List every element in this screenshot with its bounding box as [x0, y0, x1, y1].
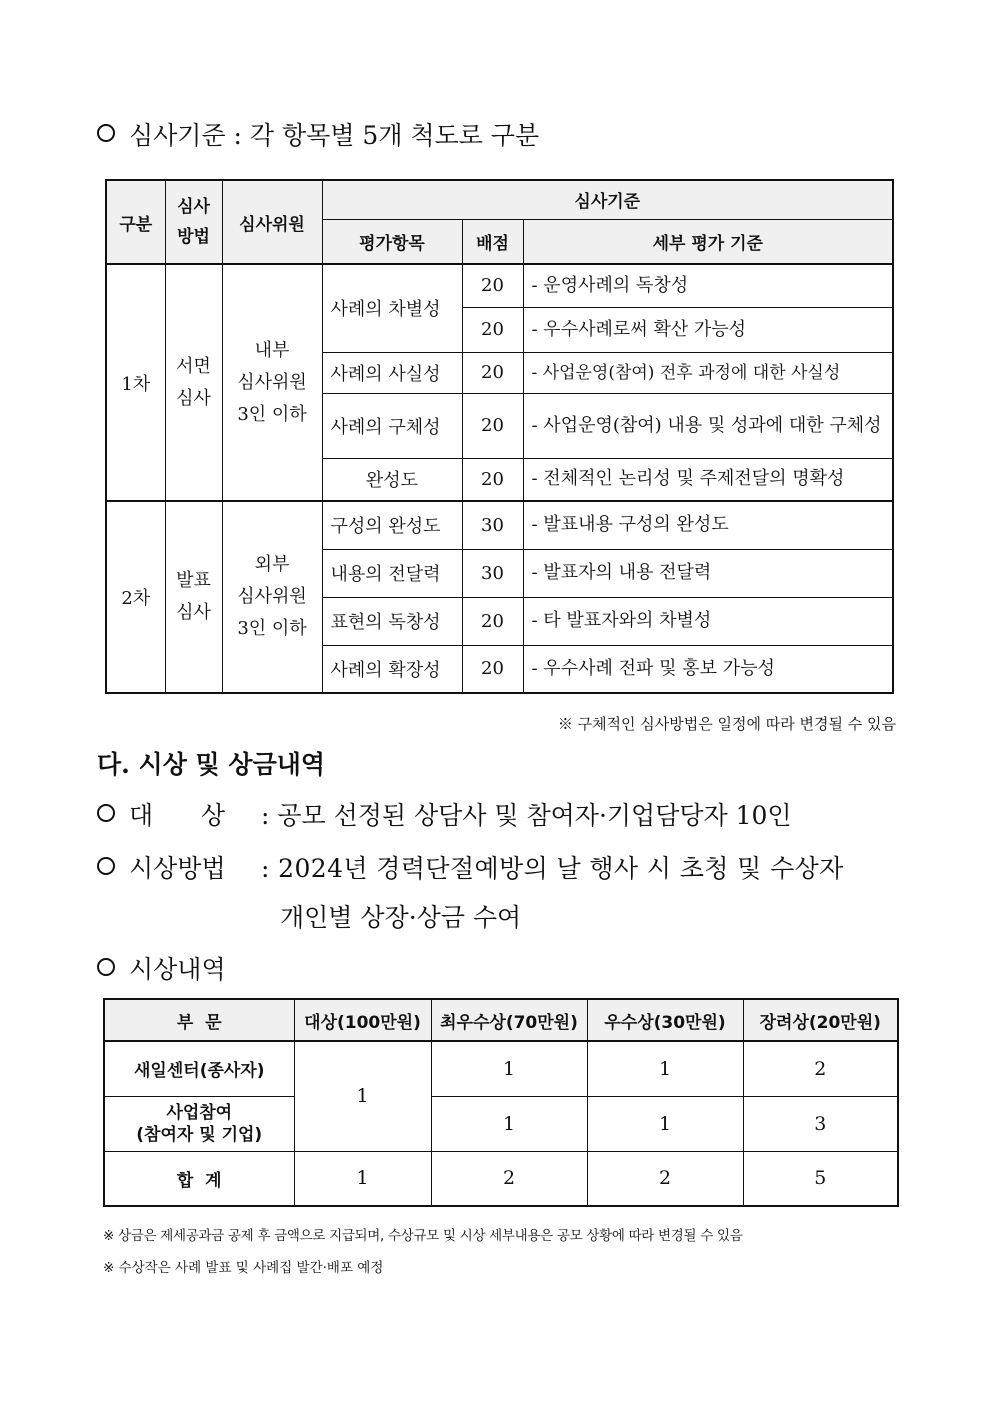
header-criteria: 심사기준 [322, 180, 893, 219]
table-row [106, 264, 893, 307]
review-table-note: ※ 구체적인 심사방법은 일정에 따라 변경될 수 있음 [557, 715, 896, 733]
award-details-heading [97, 950, 226, 986]
eval-item: 표현의 독창성 [322, 597, 462, 645]
stage-division: 1차 [106, 264, 165, 501]
eval-score: 20 [462, 307, 523, 352]
award-method [97, 849, 844, 885]
eval-detail: - 발표내용 구성의 완성도 [523, 501, 893, 549]
eval-detail: - 우수사례 전파 및 홍보 가능성 [523, 645, 893, 693]
row-label-line: (참여자 및 기업) [136, 1124, 263, 1145]
header-detail: 세부 평가 기준 [523, 219, 893, 264]
stage-committee [222, 501, 322, 693]
committee-line: 3인 이하 [237, 403, 307, 425]
table-row [106, 501, 893, 549]
cell-excellence: 2 [587, 1151, 743, 1206]
cell-excellence: 1 [587, 1096, 743, 1151]
table-row [104, 1041, 898, 1096]
stage-method-line: 발표 [176, 570, 211, 591]
criteria-heading [97, 116, 539, 152]
row-label-line: 사업참여 [166, 1102, 233, 1123]
eval-detail: - 우수사례로써 확산 가능성 [523, 307, 893, 352]
header-committee: 심사위원 [222, 180, 322, 264]
table-row [104, 1151, 898, 1206]
row-label: 새일센터(종사자) [104, 1041, 294, 1096]
cell-encouragement: 2 [743, 1041, 898, 1096]
eval-detail: - 전체적인 논리성 및 주제전달의 명확성 [523, 458, 893, 501]
circle-bullet-icon [97, 958, 115, 976]
review-criteria-table [105, 179, 894, 694]
header-excellence: 우수상(30만원) [587, 999, 743, 1041]
stage-division: 2차 [106, 501, 165, 693]
eval-score: 20 [462, 352, 523, 393]
row-label [104, 1096, 294, 1151]
circle-bullet-icon [97, 857, 115, 875]
cell-top-excellence: 1 [431, 1041, 587, 1096]
award-table [103, 998, 899, 1207]
eval-detail: - 사업운영(참여) 내용 및 성과에 대한 구체성 [523, 393, 893, 458]
committee-line: 3인 이하 [237, 618, 307, 639]
criteria-heading-text: 심사기준 : 각 항목별 5개 척도로 구분 [129, 121, 540, 150]
award-method-label: 시상방법 [129, 854, 226, 883]
footnote: ※ 수상작은 사례 발표 및 사례집 발간·배포 예정 [103, 1260, 384, 1276]
header-category: 부 문 [104, 999, 294, 1041]
eval-score: 30 [462, 549, 523, 597]
cell-encouragement: 5 [743, 1151, 898, 1206]
header-method-line: 방법 [177, 227, 210, 247]
eval-score: 20 [462, 264, 523, 307]
stage-committee [222, 264, 322, 501]
committee-line: 외부 [254, 554, 290, 575]
eval-score: 20 [462, 645, 523, 693]
footnote: ※ 상금은 제세공과금 공제 후 금액으로 지급되며, 수상규모 및 시상 세부내용은 공모 상황에 따라 변경될 수 있음 [103, 1228, 743, 1244]
eval-score: 20 [462, 393, 523, 458]
award-target [97, 796, 792, 832]
eval-item: 내용의 전달력 [322, 549, 462, 597]
award-details-label: 시상내역 [129, 955, 226, 984]
stage-method-line: 서면 [176, 355, 211, 377]
cell-excellence: 1 [587, 1041, 743, 1096]
header-score: 배점 [462, 219, 523, 264]
header-division: 구분 [106, 180, 165, 264]
eval-detail: - 사업운영(참여) 전후 과정에 대한 사실성 [523, 352, 893, 393]
eval-item: 완성도 [322, 458, 462, 501]
eval-score: 20 [462, 458, 523, 501]
eval-detail: - 타 발표자와의 차별성 [523, 597, 893, 645]
cell-top-excellence: 2 [431, 1151, 587, 1206]
stage-method-line: 심사 [176, 387, 211, 409]
header-item: 평가항목 [322, 219, 462, 264]
eval-item: 구성의 완성도 [322, 501, 462, 549]
award-method-text: : 2024년 경력단절예방의 날 행사 시 초청 및 수상자 [261, 854, 844, 883]
circle-bullet-icon [97, 804, 115, 822]
header-method [165, 180, 222, 264]
cell-encouragement: 3 [743, 1096, 898, 1151]
award-target-text: : 공모 선정된 상담사 및 참여자·기업담당자 10인 [261, 801, 792, 830]
eval-detail: - 발표자의 내용 전달력 [523, 549, 893, 597]
eval-item: 사례의 확장성 [322, 645, 462, 693]
row-label-total: 합 계 [104, 1151, 294, 1206]
committee-line: 내부 [254, 339, 290, 361]
eval-item: 사례의 구체성 [322, 393, 462, 458]
cell-grand: 1 [294, 1151, 431, 1206]
committee-line: 심사위원 [237, 371, 307, 393]
award-target-label: 대 상 [129, 801, 225, 830]
cell-grand: 1 [294, 1041, 431, 1151]
eval-score: 30 [462, 501, 523, 549]
stage-method [165, 501, 222, 693]
header-method-line: 심사 [177, 197, 210, 217]
stage-method-line: 심사 [176, 602, 211, 623]
eval-score: 20 [462, 597, 523, 645]
eval-detail: - 운영사례의 독창성 [523, 264, 893, 307]
award-section-title: 다. 시상 및 상금내역 [97, 750, 326, 779]
table-row [104, 1096, 898, 1151]
header-grand-prize: 대상(100만원) [294, 999, 431, 1041]
award-method-continued: 개인별 상장·상금 수여 [280, 903, 522, 932]
committee-line: 심사위원 [237, 586, 307, 607]
stage-method [165, 264, 222, 501]
header-encouragement: 장려상(20만원) [743, 999, 898, 1041]
eval-item: 사례의 차별성 [322, 264, 462, 352]
circle-bullet-icon [97, 124, 115, 142]
cell-top-excellence: 1 [431, 1096, 587, 1151]
header-top-excellence: 최우수상(70만원) [431, 999, 587, 1041]
eval-item: 사례의 사실성 [322, 352, 462, 393]
